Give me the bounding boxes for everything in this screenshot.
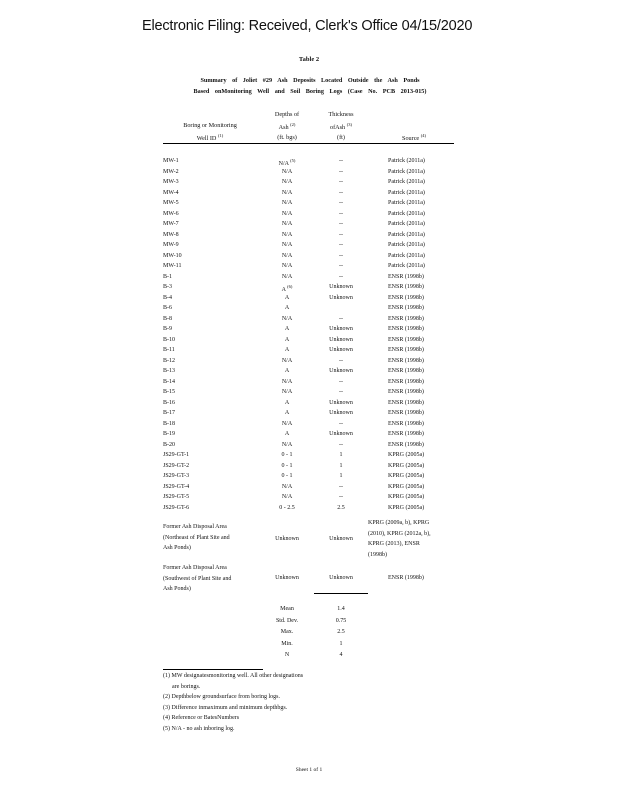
cell-depth: N/A bbox=[281, 200, 293, 206]
cell-well-id: B-8 bbox=[163, 315, 172, 322]
cell-source: Patrick (2011a) bbox=[388, 263, 425, 269]
table-row bbox=[0, 377, 618, 387]
cell-source: KPRG (2005a) bbox=[388, 462, 425, 469]
cell-depth: N/A bbox=[281, 221, 293, 227]
header-boring-id: Boring or Monitoring Well ID $^{(1)}$ bbox=[183, 122, 237, 143]
cell-source: KPRG (2005a) bbox=[388, 483, 425, 490]
cell-source: ENSR (1998b) bbox=[388, 357, 424, 364]
cell-well-id: MW-3 bbox=[163, 179, 179, 185]
cell-depth: N/A bbox=[281, 231, 293, 238]
cell-thickness: -- bbox=[339, 200, 343, 206]
header-source: Source $^{(4)}$ bbox=[402, 133, 426, 143]
cell-well-id: MW-7 bbox=[163, 221, 179, 227]
cell-source: Patrick (2011a) bbox=[388, 168, 425, 175]
cell-depth: N/A bbox=[281, 389, 293, 395]
cell-well-id: B-10 bbox=[163, 336, 175, 343]
cell-thickness: -- bbox=[339, 420, 343, 427]
cell-source: Patrick (2011a) bbox=[388, 200, 425, 206]
cell-thickness: -- bbox=[339, 210, 343, 217]
table-row bbox=[0, 335, 618, 345]
summary-line-1: Summary of Joliet #29 Ash Deposits Located Outside the Ash Ponds bbox=[200, 77, 420, 84]
cell-depth: A bbox=[284, 305, 290, 311]
table-row bbox=[0, 314, 618, 324]
footnote-marker: (5) bbox=[290, 158, 296, 163]
cell-well-id: MW-11 bbox=[163, 263, 182, 269]
table-row bbox=[0, 387, 618, 397]
cell-thickness: -- bbox=[339, 158, 343, 164]
stats-rule bbox=[314, 593, 368, 594]
cell-well-id: MW-6 bbox=[163, 210, 179, 217]
table-row bbox=[0, 450, 618, 460]
cell-well-id: JS29-GT-4 bbox=[163, 483, 190, 490]
cell-depth: 0 - 2.5 bbox=[279, 504, 295, 511]
table-row bbox=[0, 408, 618, 418]
cell-thickness: Unknown bbox=[329, 368, 353, 374]
former-sw-source: ENSR (1998b) bbox=[388, 575, 424, 581]
cell-well-id: B-17 bbox=[163, 410, 175, 416]
cell-depth: A bbox=[284, 326, 290, 332]
table-row bbox=[0, 440, 618, 450]
cell-thickness: -- bbox=[339, 242, 343, 248]
cell-well-id: B-15 bbox=[163, 389, 175, 395]
cell-well-id: B-13 bbox=[163, 368, 175, 374]
stat-value: 2.5 bbox=[337, 629, 345, 635]
cell-depth: N/A bbox=[281, 483, 293, 490]
table-row bbox=[0, 209, 618, 219]
cell-well-id: B-14 bbox=[163, 378, 175, 385]
cell-well-id: B-6 bbox=[163, 305, 172, 311]
cell-thickness: -- bbox=[339, 168, 343, 175]
cell-depth: N/A bbox=[281, 420, 293, 427]
cell-well-id: MW-4 bbox=[163, 189, 179, 196]
cell-depth: N/A bbox=[281, 189, 293, 196]
table-row bbox=[0, 303, 618, 313]
cell-thickness: Unknown bbox=[329, 336, 353, 343]
cell-well-id: B-4 bbox=[163, 294, 172, 301]
table-row bbox=[0, 261, 618, 271]
table-row bbox=[0, 492, 618, 502]
cell-thickness: -- bbox=[339, 221, 343, 227]
cell-source: Patrick (2011a) bbox=[388, 242, 425, 248]
stat-label: Mean bbox=[280, 606, 294, 612]
cell-depth: A $^{(6)}$ bbox=[281, 284, 293, 293]
cell-source: ENSR (1998b) bbox=[388, 273, 424, 280]
former-ne-source: KPRG (2009a, b), KPRG (2010), KPRG (2012a, b), KPRG (2013), ENSR (1998b) bbox=[368, 520, 431, 558]
table-row bbox=[0, 471, 618, 481]
table-row bbox=[0, 366, 618, 376]
table-row bbox=[0, 324, 618, 334]
cell-thickness: -- bbox=[339, 189, 343, 196]
cell-well-id: B-20 bbox=[163, 441, 175, 448]
cell-thickness: 1 bbox=[339, 462, 343, 469]
footnote-3: (3) Difference inmaximum and minimum depthbgs. bbox=[163, 704, 288, 711]
cell-depth: A bbox=[284, 336, 290, 343]
former-sw-label: Former Ash Disposal Area (Southwest of Plant Site and Ash Ponds) bbox=[163, 565, 232, 592]
cell-source: Patrick (2011a) bbox=[388, 221, 425, 227]
cell-thickness: Unknown bbox=[329, 294, 353, 301]
table-row bbox=[0, 482, 618, 492]
cell-well-id: JS29-GT-3 bbox=[163, 473, 190, 479]
cell-source: ENSR (1998b) bbox=[388, 399, 424, 406]
cell-thickness: -- bbox=[339, 494, 343, 500]
cell-thickness: 1 bbox=[339, 452, 343, 458]
stat-value: 0.75 bbox=[335, 617, 347, 624]
cell-source: ENSR (1998b) bbox=[388, 326, 424, 332]
cell-depth: N/A bbox=[281, 315, 293, 322]
cell-source: Patrick (2011a) bbox=[388, 210, 425, 217]
cell-thickness: -- bbox=[339, 357, 343, 364]
cell-well-id: MW-8 bbox=[163, 231, 179, 238]
footnote-1: (1) MW designatesmonitoring well. All other designations bbox=[163, 673, 304, 679]
summary-line-2: Based onMonitoring Well and Soil Boring Logs (Case No. PCB 2013-015) bbox=[193, 87, 427, 95]
former-ne-label: Former Ash Disposal Area (Northeast of Plant Site and Ash Ponds) bbox=[163, 524, 230, 551]
cell-source: ENSR (1998b) bbox=[388, 305, 424, 311]
header-thickness: Thickness ofAsh $^{(3)}$ (ft) bbox=[328, 111, 354, 142]
cell-depth: 0 - 1 bbox=[281, 473, 293, 479]
cell-thickness: -- bbox=[339, 378, 343, 385]
table-row bbox=[0, 398, 618, 408]
cell-source: ENSR (1998b) bbox=[388, 410, 424, 416]
footnote-4: (4) Reference or BatesNumbers bbox=[163, 715, 240, 721]
cell-depth: A bbox=[284, 399, 290, 406]
footnote-marker: (6) bbox=[287, 284, 293, 289]
cell-well-id: MW-2 bbox=[163, 168, 179, 175]
cell-source: ENSR (1998b) bbox=[388, 347, 424, 353]
cell-thickness: 2.5 bbox=[337, 504, 345, 511]
table-row bbox=[0, 219, 618, 229]
header-rule bbox=[163, 143, 454, 144]
table-row bbox=[0, 198, 618, 208]
cell-thickness: 1 bbox=[339, 473, 343, 479]
table-row bbox=[0, 345, 618, 355]
table-row bbox=[0, 282, 618, 292]
cell-source: ENSR (1998b) bbox=[388, 389, 424, 395]
cell-thickness: Unknown bbox=[329, 410, 353, 416]
cell-source: KPRG (2005a) bbox=[388, 494, 425, 500]
cell-source: KPRG (2005a) bbox=[388, 473, 425, 479]
table-row bbox=[0, 461, 618, 471]
stat-label: N bbox=[284, 652, 290, 658]
header-depths: Depths of Ash $^{(2)}$ (ft. bgs) bbox=[274, 111, 300, 142]
cell-well-id: JS29-GT-2 bbox=[163, 462, 190, 469]
stat-value: 4 bbox=[339, 652, 343, 658]
cell-thickness: Unknown bbox=[329, 399, 353, 406]
cell-well-id: B-12 bbox=[163, 357, 175, 364]
cell-well-id: B-11 bbox=[163, 347, 175, 353]
table-title: Table 2 bbox=[298, 56, 320, 63]
table-row bbox=[0, 188, 618, 198]
cell-thickness: -- bbox=[339, 441, 343, 448]
cell-depth: A bbox=[284, 294, 290, 301]
cell-well-id: JS29-GT-5 bbox=[163, 494, 190, 500]
stat-value: 1 bbox=[339, 640, 343, 647]
table-row bbox=[0, 356, 618, 366]
cell-source: ENSR (1998b) bbox=[388, 368, 424, 374]
cell-thickness: Unknown bbox=[329, 347, 353, 353]
cell-source: Patrick (2011a) bbox=[388, 252, 425, 259]
footnotes bbox=[163, 671, 303, 734]
cell-source: ENSR (1998b) bbox=[388, 378, 424, 385]
table-row bbox=[0, 240, 618, 250]
cell-thickness: -- bbox=[339, 179, 343, 185]
cell-source: Patrick (2011a) bbox=[388, 179, 425, 185]
filing-banner: Electronic Filing: Received, Clerk's Office 04/15/2020 bbox=[142, 18, 473, 34]
footnote-1-cont: are borings. bbox=[172, 683, 201, 690]
stat-value: 1.4 bbox=[337, 606, 345, 612]
cell-depth: N/A bbox=[281, 179, 293, 185]
table-row bbox=[0, 429, 618, 439]
cell-source: ENSR (1998b) bbox=[388, 420, 424, 427]
page-number: Sheet 1 of 1 bbox=[295, 767, 323, 773]
cell-depth: N/A bbox=[281, 210, 293, 217]
cell-depth: 0 - 1 bbox=[281, 452, 293, 458]
table-row bbox=[0, 293, 618, 303]
former-sw-depth: Unknown bbox=[275, 575, 299, 581]
footnote-5: (5) N/A - no ash inboring log. bbox=[163, 725, 235, 732]
cell-source: ENSR (1998b) bbox=[388, 284, 424, 290]
cell-depth: N/A bbox=[281, 263, 293, 269]
table-row bbox=[0, 251, 618, 261]
cell-well-id: MW-9 bbox=[163, 242, 179, 248]
cell-thickness: -- bbox=[339, 231, 343, 238]
cell-source: KPRG (2005a) bbox=[388, 452, 425, 458]
cell-source: ENSR (1998b) bbox=[388, 294, 424, 301]
table-row bbox=[0, 167, 618, 177]
cell-depth: N/A bbox=[281, 273, 293, 280]
stat-label: Std. Dev. bbox=[275, 617, 299, 624]
cell-well-id: MW-1 bbox=[163, 158, 179, 164]
cell-thickness: -- bbox=[339, 263, 343, 269]
cell-depth: A bbox=[284, 368, 290, 374]
cell-depth: A bbox=[284, 410, 290, 416]
cell-thickness: Unknown bbox=[329, 431, 353, 437]
footnote-rule bbox=[163, 669, 263, 670]
cell-well-id: JS29-GT-6 bbox=[163, 504, 190, 511]
cell-well-id: B-3 bbox=[163, 284, 172, 290]
cell-depth: N/A bbox=[281, 494, 293, 500]
footnote-2: (2) Depthbelow groundsurface from boring logs. bbox=[163, 694, 280, 700]
cell-thickness: Unknown bbox=[329, 284, 353, 290]
table-row bbox=[0, 419, 618, 429]
cell-source: ENSR (1998b) bbox=[388, 441, 424, 448]
cell-source: KPRG (2005a) bbox=[388, 504, 425, 511]
cell-depth: N/A bbox=[281, 378, 293, 385]
cell-well-id: JS29-GT-1 bbox=[163, 452, 190, 458]
cell-well-id: MW-10 bbox=[163, 252, 182, 259]
cell-thickness: -- bbox=[339, 389, 343, 395]
table-row bbox=[0, 177, 618, 187]
stat-label: Min. bbox=[281, 640, 293, 647]
cell-well-id: MW-5 bbox=[163, 200, 179, 206]
table-row bbox=[0, 156, 618, 166]
cell-depth: N/A bbox=[281, 441, 293, 448]
cell-depth: N/A bbox=[281, 252, 293, 259]
former-sw-thickness: Unknown bbox=[329, 575, 353, 581]
cell-thickness: -- bbox=[339, 273, 343, 280]
table-row bbox=[0, 272, 618, 282]
cell-depth: N/A bbox=[281, 168, 293, 175]
table-row bbox=[0, 503, 618, 513]
cell-depth: N/A bbox=[281, 357, 293, 364]
stat-label: Max. bbox=[280, 629, 294, 635]
cell-thickness: Unknown bbox=[329, 326, 353, 332]
cell-source: Patrick (2011a) bbox=[388, 189, 425, 196]
cell-source: ENSR (1998b) bbox=[388, 315, 424, 322]
former-ne-thickness: Unknown bbox=[329, 536, 353, 542]
cell-thickness: -- bbox=[339, 483, 343, 490]
cell-depth: 0 - 1 bbox=[281, 462, 293, 469]
cell-well-id: B-9 bbox=[163, 326, 172, 332]
cell-depth: A bbox=[284, 431, 290, 437]
cell-thickness: -- bbox=[339, 315, 343, 322]
cell-well-id: B-16 bbox=[163, 399, 175, 406]
cell-depth: A bbox=[284, 347, 290, 353]
cell-depth: N/A bbox=[281, 242, 293, 248]
cell-depth: N/A $^{(5)}$ bbox=[278, 158, 296, 167]
former-ne-depth: Unknown bbox=[275, 536, 299, 542]
cell-well-id: B-1 bbox=[163, 273, 172, 280]
cell-well-id: B-19 bbox=[163, 431, 175, 437]
table-row bbox=[0, 230, 618, 240]
cell-source: ENSR (1998b) bbox=[388, 336, 424, 343]
cell-source: Patrick (2011a) bbox=[388, 231, 425, 238]
cell-thickness: -- bbox=[339, 252, 343, 259]
table-summary bbox=[185, 76, 435, 97]
cell-well-id: B-18 bbox=[163, 420, 175, 427]
cell-source: ENSR (1998b) bbox=[388, 431, 424, 437]
cell-source: Patrick (2011a) bbox=[388, 158, 425, 164]
